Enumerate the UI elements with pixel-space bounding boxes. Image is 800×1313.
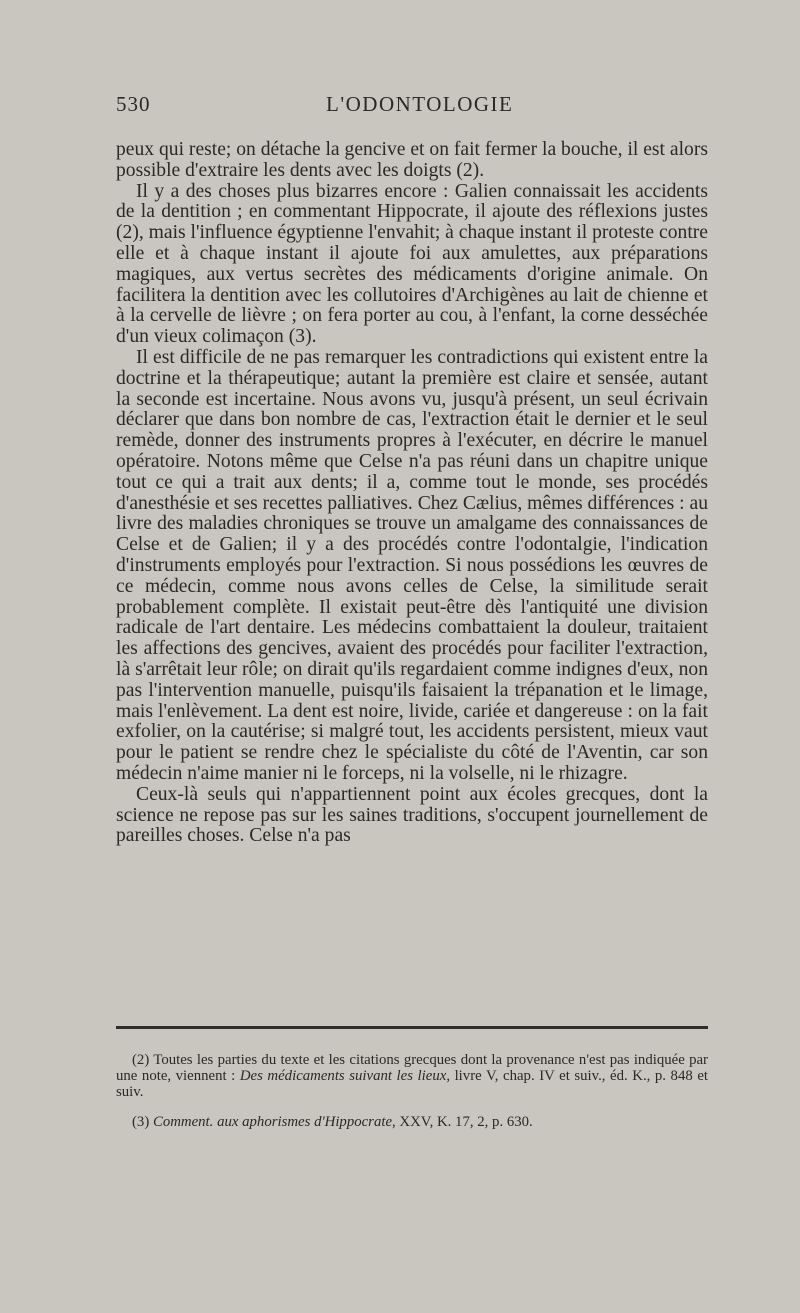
footnote-2 [116,1052,708,1100]
footnote-2-ref: , livre V, chap. IV et suiv., éd. K., p. 848 et suiv. [116,1068,708,1100]
running-title: L'ODONTOLOGIE [326,92,514,116]
footnotes [116,1052,708,1144]
footnote-divider [116,1026,708,1029]
page-header [116,92,708,126]
footnote-3-marker: (3) [132,1114,153,1130]
paragraph-1: peux qui reste; on détache la gencive et on fait fermer la bouche, il est alors possible d'extraire les dents avec les doigts (2). [116,139,708,181]
footnote-3-title: Comment. aux aphorismes d'Hippocrate [152,1114,393,1130]
page-number: 530 [116,92,151,116]
paragraph-4: Ceux-là seuls qui n'appartiennent point aux écoles grecques, dont la science ne repose pas sur les saines traditions, s'occupent journellement de pareilles choses. Celse n'a pas [116,783,708,847]
body-text [116,140,708,847]
footnote-3 [116,1114,708,1130]
footnote-2-title: Des médicaments suivant les lieux [239,1068,447,1084]
footnote-2-text: (2) Toutes les parties du texte et les citations grecques dont la provenance n'est pas indiquée par une note, viennent : [116,1052,708,1084]
footnote-3-ref: , XXV, K. 17, 2, p. 630. [392,1114,533,1130]
paragraph-3: Il est difficile de ne pas remarquer les contradictions qui existent entre la doctrine et la thérapeutique; autant la première est claire et sensée, autant la seconde est incertaine. Nous avons vu, jusqu'à présent, un seul écrivain déclarer que dans bon nombre de cas, l'extraction était le dernier et le seul remède, donner des instruments propres à l'exécuter, en décrire le manuel opératoire. Notons même que Celse n'a pas réuni dans un chapitre unique tout ce qui a trait aux dents; il a, comme tout le monde, ses procédés d'anesthésie et ses recettes palliatives. Chez Cælius, mêmes différences : au livre des maladies chroniques se trouve un amalgame des connaissances de Celse et de Galien; il y a des procédés contre l'odontalgie, l'indication d'instruments employés pour l'extraction. Si nous possédions les œuvres de ce médecin, comme nous avons celles de Celse, la similitude serait probablement complète. Il existait peut-être dès l'antiquité une division radicale de l'art dentaire. Les médecins combattaient la douleur, traitaient les affections des gencives, avaient des procédés pour faciliter l'extraction, là s'arrêtait leur rôle; on dirait qu'ils regardaient comme indignes d'eux, non pas l'intervention manuelle, puisqu'ils faisaient la trépanation et le limage, mais l'enlèvement. La dent est noire, livide, cariée et dangereuse : on la fait exfolier, on la cautérise; si malgré tout, les accidents persistent, mieux vaut pour le patient se rendre chez le spécialiste du côté de l'Aventin, car son médecin n'aime manier ni le forceps, ni la volselle, ni le rhizagre. [116,346,708,784]
paragraph-2: Il y a des choses plus bizarres encore : Galien connaissait les accidents de la dentition ; en commentant Hippocrate, il ajoute des réflexions justes (2), mais l'influence égyptienne l'envahit; à chaque instant il proteste contre elle et à chaque instant il ajoute foi aux amulettes, aux préparations magiques, aux vertus secrètes des médicaments d'origine animale. On facilitera la dentition avec les collutoires d'Archigènes au lait de chienne et à la cervelle de lièvre ; on fera porter au cou, à l'enfant, la corne desséchée d'un vieux colimaçon (3). [116,180,708,348]
